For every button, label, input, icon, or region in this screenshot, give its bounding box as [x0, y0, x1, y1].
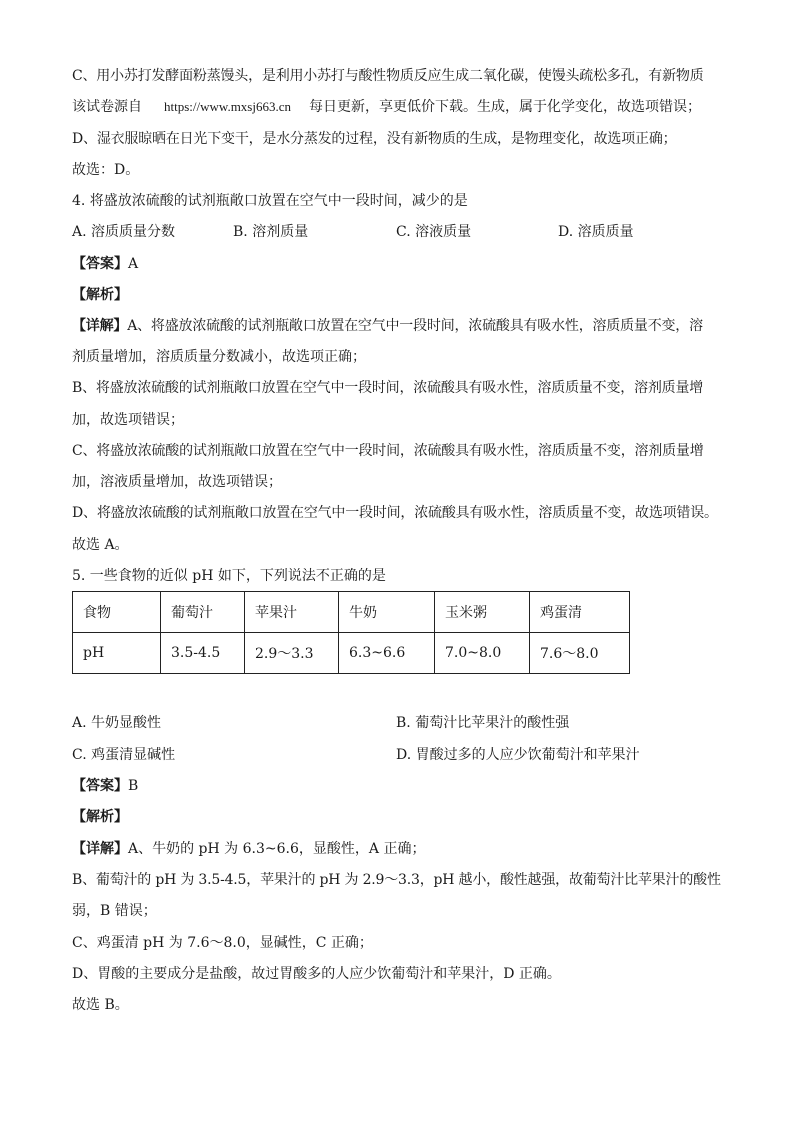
q4-option-a: A. 溶质质量分数 [72, 224, 176, 240]
table-cell: 3.5-4.5 [161, 633, 245, 674]
table-cell: 7.6～8.0 [530, 633, 630, 674]
table-row [73, 592, 630, 633]
q3-option-c-line2 [72, 97, 701, 117]
q5-explanation-b2: 弱，B 错误； [72, 903, 157, 919]
table-cell: 7.0~8.0 [435, 633, 530, 674]
table-cell: 牛奶 [339, 592, 435, 633]
q4-stem: 4. 将盛放浓硫酸的试剂瓶敞口放置在空气中一段时间，减少的是 [72, 193, 468, 209]
q4-explanation-c2: 加，溶液质量增加，故选项错误； [72, 474, 282, 490]
q4-option-b: B. 溶剂质量 [233, 224, 309, 240]
detail-label: 【详解】 [72, 841, 128, 857]
q5-option-a: A. 牛奶显酸性 [72, 715, 162, 731]
table-cell: 2.9～3.3 [245, 633, 339, 674]
q4-explanation-a1: A、将盛放浓硫酸的试剂瓶敞口放置在空气中一段时间，浓硫酸具有吸水性，溶质质量不变，溶 [127, 318, 703, 334]
q4-explanation-c1: C、将盛放浓硫酸的试剂瓶敞口放置在空气中一段时间，浓硫酸具有吸水性，溶质质量不变，溶剂质量增 [72, 443, 704, 459]
analysis-label: 【解析】 [72, 809, 128, 825]
q5-answer [72, 776, 138, 796]
q3-choice: 故选：D。 [72, 162, 140, 178]
ph-table [72, 591, 630, 674]
q4-detail-line [72, 316, 703, 336]
table-cell: 玉米粥 [435, 592, 530, 633]
q5-explanation-c: C、鸡蛋清 pH 为 7.6～8.0，显碱性，C 正确； [72, 935, 373, 951]
answer-label: 【答案】 [72, 778, 128, 794]
q5-explanation-d: D、胃酸的主要成分是盐酸，故过胃酸多的人应少饮葡萄汁和苹果汁，D 正确。 [72, 966, 561, 982]
table-row [73, 633, 630, 674]
q5-explanation-a: A、牛奶的 pH 为 6.3~6.6，显酸性，A 正确； [128, 841, 426, 857]
q5-option-d: D. 胃酸过多的人应少饮葡萄汁和苹果汁 [396, 747, 640, 763]
q5-explanation-b1: B、葡萄汁的 pH 为 3.5-4.5，苹果汁的 pH 为 2.9～3.3，pH 越小，酸性越强，故葡萄汁比苹果汁的酸性 [72, 872, 721, 888]
q3-option-c-line1: C、用小苏打发酵面粉蒸馒头，是利用小苏打与酸性物质反应生成二氧化碳，使馒头疏松多孔，有新物质 [72, 68, 704, 84]
watermark-url[interactable]: https://www.mxsj663.cn [164, 99, 291, 114]
q4-option-d: D. 溶质质量 [558, 224, 634, 240]
q4-explanation-b2: 加，故选项错误； [72, 412, 184, 428]
table-cell: 食物 [73, 592, 161, 633]
answer-label: 【答案】 [72, 256, 128, 272]
table-cell: pH [73, 633, 161, 674]
q4-option-c: C. 溶液质量 [396, 224, 472, 240]
q3-option-d-line: D、湿衣服晾晒在日光下变干，是水分蒸发的过程，没有新物质的生成，是物理变化，故选项正确； [72, 131, 677, 147]
answer-value: B [128, 778, 139, 794]
table-cell: 6.3~6.6 [339, 633, 435, 674]
watermark-prefix: 该试卷源自 [72, 99, 142, 115]
answer-value: A [128, 256, 139, 272]
q5-option-c: C. 鸡蛋清显碱性 [72, 747, 176, 763]
q5-analysis-label [72, 807, 128, 827]
q5-option-b: B. 葡萄汁比苹果汁的酸性强 [396, 715, 570, 731]
table-cell: 葡萄汁 [161, 592, 245, 633]
analysis-label: 【解析】 [72, 287, 128, 303]
watermark-suffix: 每日更新，享更低价下载。生成，属于化学变化，故选项错误； [309, 99, 701, 115]
q4-answer [72, 254, 138, 274]
detail-label: 【详解】 [72, 318, 128, 334]
q5-detail-line [72, 839, 425, 859]
q5-stem: 5. 一些食物的近似 pH 如下，下列说法不正确的是 [72, 568, 386, 584]
q4-explanation-d: D、将盛放浓硫酸的试剂瓶敞口放置在空气中一段时间，浓硫酸具有吸水性，溶质质量不变，故选项错误。 [72, 505, 718, 521]
q4-explanation-a2: 剂质量增加，溶质质量分数减小，故选项正确； [72, 349, 366, 365]
q4-choice: 故选 A。 [72, 537, 129, 553]
table-cell: 苹果汁 [245, 592, 339, 633]
q4-explanation-b1: B、将盛放浓硫酸的试剂瓶敞口放置在空气中一段时间，浓硫酸具有吸水性，溶质质量不变，溶剂质量增 [72, 380, 704, 396]
q5-choice: 故选 B。 [72, 997, 129, 1013]
q4-analysis-label [72, 285, 128, 305]
table-cell: 鸡蛋清 [530, 592, 630, 633]
